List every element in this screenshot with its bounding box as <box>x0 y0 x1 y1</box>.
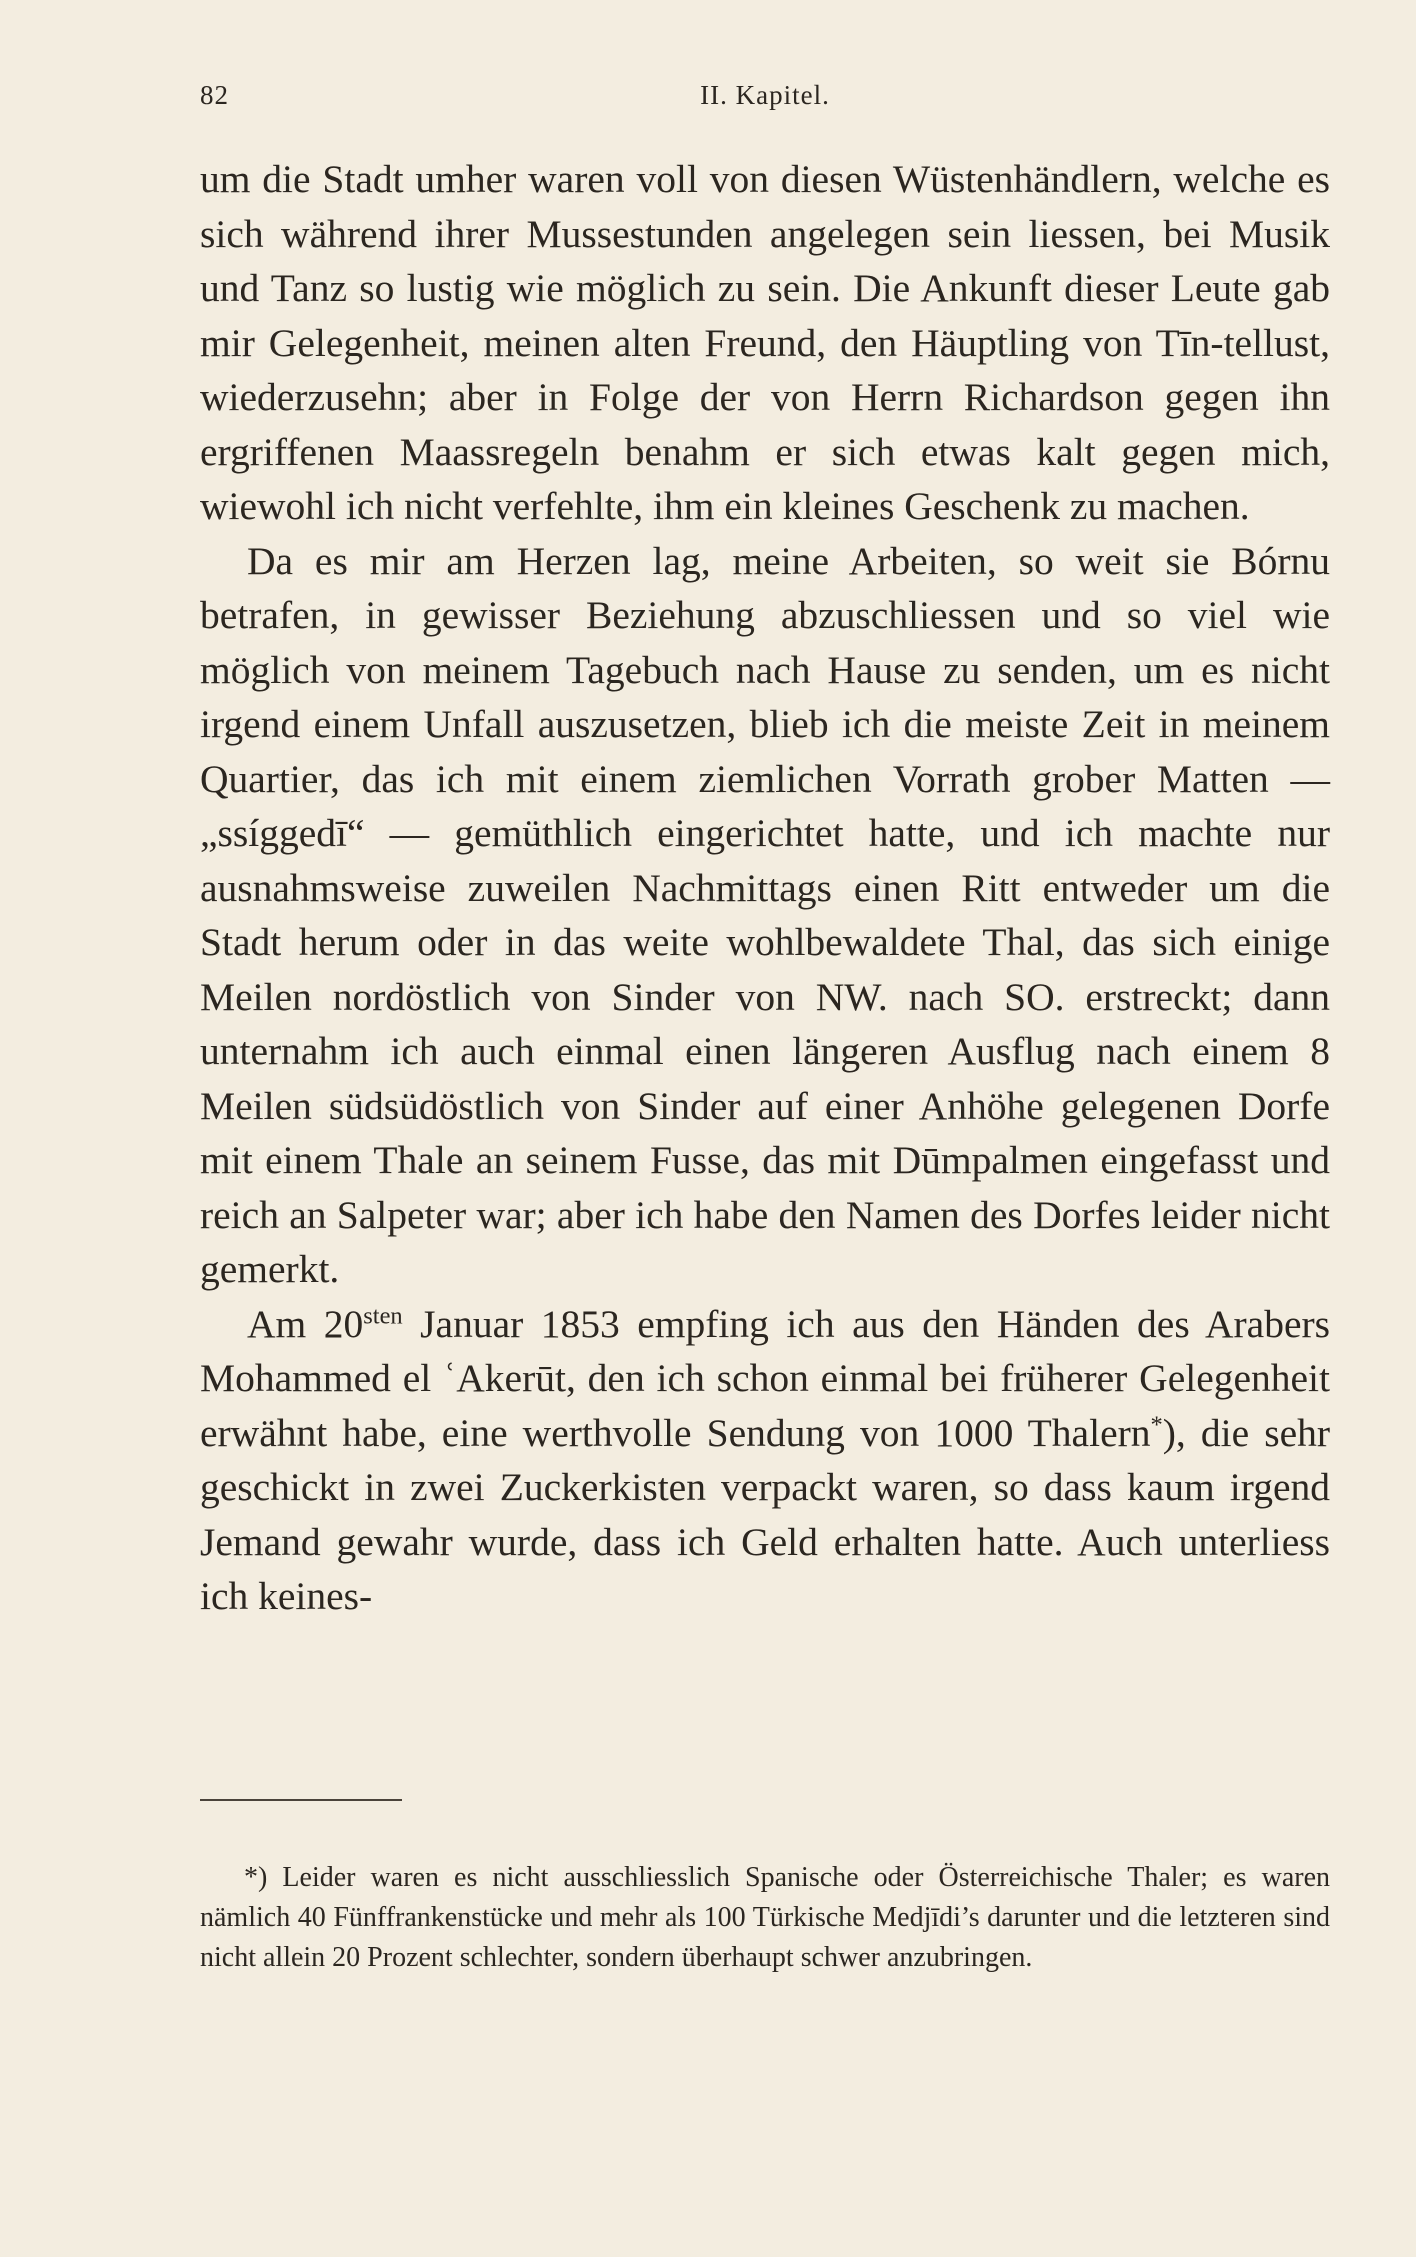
page-header <box>200 80 1330 120</box>
footnote-divider <box>200 1799 402 1801</box>
running-head: II. Kapitel. <box>700 80 830 110</box>
body-text <box>200 152 1330 1624</box>
paragraph-3-text: Januar 1853 empfing ich aus den Händen des Arabers Mohammed el ʿAkerūt, den ich schon einmal bei früherer Gelegenheit erwähnt habe, eine werthvolle Sendung von 1000 Thalern <box>200 1301 1331 1455</box>
ordinal-suffix: sten <box>363 1302 403 1330</box>
paragraph-3 <box>200 1297 1330 1624</box>
footnote-text: *) Leider waren es nicht ausschliesslich Spanische oder Österreichische Thaler; es waren nämlich 40 Fünffrankenstücke und mehr als 100 Türkische Medjīdi’s darunter und die letzteren sind nicht allein 20 Prozent schlechter, sondern überhaupt schwer anzubringen. <box>200 1862 1330 1973</box>
footnote <box>200 1858 1330 1978</box>
paragraph-1: um die Stadt umher waren voll von diesen Wüstenhändlern, welche es sich während ihrer Mussestunden angelegen sein liessen, bei Musik und Tanz so lustig wie möglich zu sein. Die Ankunft dieser Leute gab mir Gelegenheit, meinen alten Freund, den Häuptling von Tīn-tellust, wiederzusehn; aber in Folge der von Herrn Richardson gegen ihn ergriffenen Maassregeln benahm er sich etwas kalt gegen mich, wiewohl ich nicht verfehlte, ihm ein kleines Geschenk zu machen. <box>200 157 1330 528</box>
footnote-marker[interactable]: * <box>1150 1411 1163 1439</box>
page-number: 82 <box>200 80 229 110</box>
paragraph-2: Da es mir am Herzen lag, meine Arbeiten, so weit sie Bórnu betrafen, in gewisser Beziehung abzuschliessen und so viel wie möglich von meinem Tagebuch nach Hause zu senden, um es nicht irgend einem Unfall auszusetzen, blieb ich die meiste Zeit in meinem Quartier, das ich mit einem ziemlichen Vorrath grober Matten — „ssíggedī“ — gemüthlich eingerichtet hatte, und ich machte nur ausnahmsweise zuweilen Nachmittags einen Ritt entweder um die Stadt herum oder in das weite wohlbewaldete Thal, das sich einige Meilen nordöstlich von Sinder von NW. nach SO. erstreckt; dann unternahm ich auch einmal einen längeren Ausflug nach einem 8 Meilen südsüdöstlich von Sinder auf einer Anhöhe gelegenen Dorfe mit einem Thale an seinem Fusse, das mit Dūmpalmen eingefasst und reich an Salpeter war; aber ich habe den Namen des Dorfes leider nicht gemerkt. <box>200 538 1330 1291</box>
date-day: Am 20 <box>247 1301 364 1346</box>
paragraph-3-rest: ), die sehr geschickt in zwei Zuckerkisten verpackt waren, so dass kaum irgend Jemand gewahr wurde, dass ich Geld erhalten hatte. Auch unterliess ich keines- <box>200 1410 1331 1618</box>
